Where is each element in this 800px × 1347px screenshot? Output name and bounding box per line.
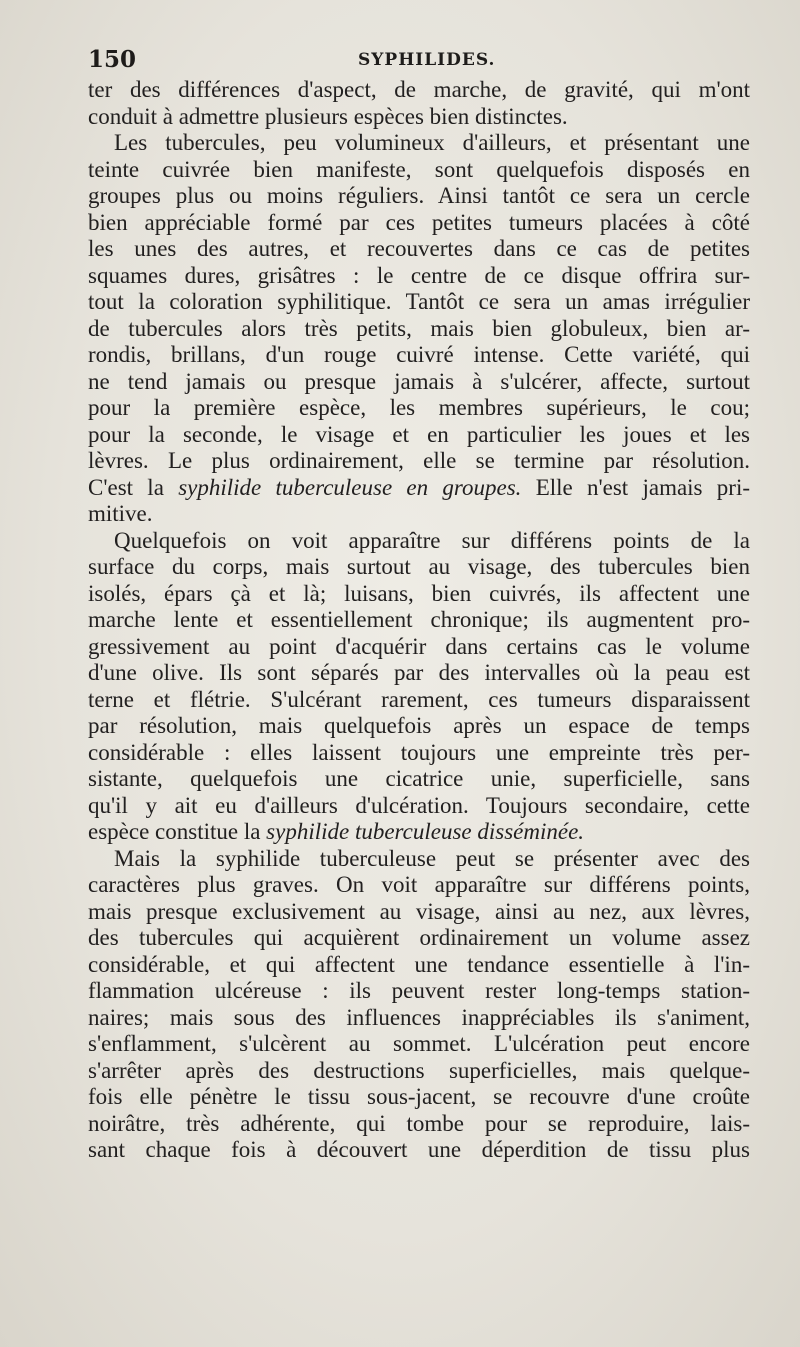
line-text: par résolution, mais quelquefois après un espace de temps bbox=[88, 713, 750, 738]
text-line bbox=[88, 210, 750, 237]
line-text: C'est la bbox=[88, 474, 179, 500]
line-text: groupes plus ou moins réguliers. Ainsi tantôt ce sera un cercle bbox=[88, 183, 750, 208]
text-line bbox=[88, 634, 750, 661]
line-text: Quelquefois on voit apparaître sur différens points de la bbox=[114, 527, 750, 553]
line-text: des tubercules qui acquièrent ordinairement un volume assez bbox=[88, 925, 750, 950]
line-text: qu'il y ait eu d'ailleurs d'ulcération. Toujours secondaire, cette bbox=[88, 792, 750, 818]
line-text: naires; mais sous des influences inappréciables ils s'animent, bbox=[88, 1004, 750, 1030]
text-line bbox=[88, 528, 750, 555]
text-line bbox=[88, 740, 750, 767]
line-text: gressivement au point d'acquérir dans certains cas le volume bbox=[88, 633, 750, 659]
text-line bbox=[88, 607, 750, 634]
line-text: tout la coloration syphilitique. Tantôt ce sera un amas irrégulier bbox=[88, 289, 750, 314]
text-line bbox=[88, 289, 750, 316]
text-line bbox=[88, 342, 750, 369]
line-text: caractères plus graves. On voit apparaître sur différens points, bbox=[88, 872, 750, 897]
line-text: d'une olive. Ils sont séparés par des intervalles où la peau est bbox=[88, 660, 750, 685]
line-text: espèce constitue la bbox=[88, 819, 267, 844]
text-line bbox=[88, 687, 750, 714]
text-line bbox=[88, 448, 750, 475]
line-text: terne et flétrie. S'ulcérant rarement, ces tumeurs disparaissent bbox=[88, 686, 750, 712]
line-text: noirâtre, très adhérente, qui tombe pour se reproduire, lais- bbox=[88, 1110, 750, 1136]
line-text-after: Elle n'est jamais pri- bbox=[521, 474, 750, 500]
page-number: 150 bbox=[88, 46, 137, 73]
line-text: bien appréciable formé par ces petites tumeurs placées à côté bbox=[88, 209, 750, 235]
text-line bbox=[88, 1111, 750, 1138]
text-line bbox=[88, 766, 750, 793]
text-line bbox=[88, 236, 750, 263]
text-line bbox=[88, 660, 750, 687]
line-text: isolés, épars çà et là; luisans, bien cuivrés, ils affectent une bbox=[88, 580, 750, 606]
text-line bbox=[88, 263, 750, 290]
text-line bbox=[88, 395, 750, 422]
line-text: teinte cuivrée bien manifeste, sont quelquefois disposés en bbox=[88, 156, 750, 182]
line-italic-text: syphilide tuberculeuse disséminée. bbox=[266, 819, 585, 844]
line-text: sant chaque fois à découvert une déperdition de tissu plus bbox=[88, 1137, 750, 1162]
text-line bbox=[88, 713, 750, 740]
text-line bbox=[88, 475, 750, 502]
text-line bbox=[88, 846, 750, 873]
line-italic-text: syphilide tuberculeuse en groupes. bbox=[178, 474, 522, 500]
text-line bbox=[88, 316, 750, 343]
text-line bbox=[88, 77, 750, 104]
text-line bbox=[88, 819, 750, 846]
text-line bbox=[88, 952, 750, 979]
page-header bbox=[88, 44, 750, 76]
line-text: marche lente et essentiellement chronique; ils augmentent pro- bbox=[88, 607, 750, 632]
line-text: mais presque exclusivement au visage, ainsi au nez, aux lèvres, bbox=[88, 898, 750, 924]
text-line bbox=[88, 422, 750, 449]
line-text: considérable, et qui affectent une tendance essentielle à l'in- bbox=[88, 951, 750, 977]
body-text bbox=[88, 77, 750, 1164]
running-title: SYPHILIDES. bbox=[358, 50, 496, 70]
text-line bbox=[88, 130, 750, 157]
line-text: considérable : elles laissent toujours une empreinte très per- bbox=[88, 739, 750, 765]
text-line bbox=[88, 978, 750, 1005]
line-text: les unes des autres, et recouvertes dans ce cas de petites bbox=[88, 236, 750, 261]
line-text: mitive. bbox=[88, 501, 153, 526]
line-text: surface du corps, mais surtout au visage, des tubercules bien bbox=[88, 554, 750, 579]
line-text: rondis, brillans, d'un rouge cuivré intense. Cette variété, qui bbox=[88, 342, 750, 367]
text-line bbox=[88, 1058, 750, 1085]
text-line bbox=[88, 793, 750, 820]
text-line bbox=[88, 157, 750, 184]
line-text: s'enflamment, s'ulcèrent au sommet. L'ulcération peut encore bbox=[88, 1031, 750, 1056]
line-text: ne tend jamais ou presque jamais à s'ulcérer, affecte, surtout bbox=[88, 368, 750, 394]
text-line bbox=[88, 925, 750, 952]
text-line bbox=[88, 1005, 750, 1032]
line-text: Mais la syphilide tuberculeuse peut se présenter avec des bbox=[114, 845, 750, 871]
text-line bbox=[88, 899, 750, 926]
text-line bbox=[88, 104, 750, 131]
line-text: flammation ulcéreuse : ils peuvent rester long-temps station- bbox=[88, 978, 750, 1003]
text-line bbox=[88, 1084, 750, 1111]
line-text: sistante, quelquefois une cicatrice unie, superficielle, sans bbox=[88, 766, 750, 791]
line-text: squames dures, grisâtres : le centre de ce disque offrira sur- bbox=[88, 262, 750, 288]
text-line bbox=[88, 369, 750, 396]
line-text: ter des différences d'aspect, de marche, de gravité, qui m'ont bbox=[88, 77, 750, 102]
text-line bbox=[88, 501, 750, 528]
text-line bbox=[88, 581, 750, 608]
line-text: pour la première espèce, les membres supérieurs, le cou; bbox=[88, 395, 750, 420]
text-line bbox=[88, 872, 750, 899]
line-text: pour la seconde, le visage et en particulier les joues et les bbox=[88, 421, 750, 447]
line-text: Les tubercules, peu volumineux d'ailleurs, et présentant une bbox=[114, 130, 750, 155]
text-line bbox=[88, 554, 750, 581]
line-text: de tubercules alors très petits, mais bien globuleux, bien ar- bbox=[88, 315, 750, 341]
text-line bbox=[88, 183, 750, 210]
line-text: fois elle pénètre le tissu sous-jacent, se recouvre d'une croûte bbox=[88, 1084, 750, 1109]
text-line bbox=[88, 1137, 750, 1164]
line-text: conduit à admettre plusieurs espèces bien distinctes. bbox=[88, 103, 568, 129]
line-text: s'arrêter après des destructions superficielles, mais quelque- bbox=[88, 1057, 750, 1083]
text-line bbox=[88, 1031, 750, 1058]
line-text: lèvres. Le plus ordinairement, elle se termine par résolution. bbox=[88, 448, 750, 473]
